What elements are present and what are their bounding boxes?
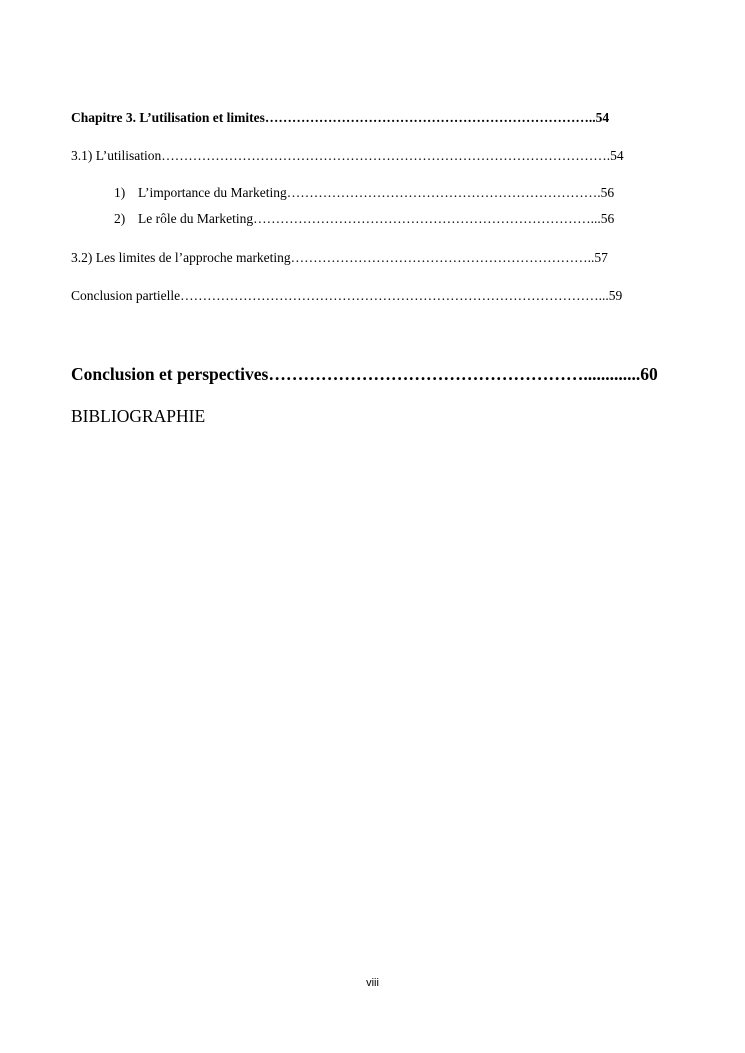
toc-entry-section-3-1: 3.1) L’utilisation……………………………………………………………………………………….54 <box>71 149 624 163</box>
toc-item-2-text: Le rôle du Marketing…………………………………………………………………...56 <box>138 212 615 226</box>
toc-item-1-number: 1) <box>114 186 126 200</box>
toc-entry-conclusion-partielle: Conclusion partielle…………………………………………………………………………………...59 <box>71 289 623 303</box>
toc-entry-item-1 <box>114 186 669 200</box>
page-number: viii <box>366 977 379 989</box>
toc-entry-section-3-2: 3.2) Les limites de l’approche marketing…………………………………………………………..57 <box>71 251 608 265</box>
toc-entry-bibliographie: BIBLIOGRAPHIE <box>71 408 206 426</box>
toc-item-1-text: L’importance du Marketing…………………………………………………………….56 <box>138 186 615 200</box>
toc-item-2-number: 2) <box>114 212 126 226</box>
toc-entry-chapter-3: Chapitre 3. L’utilisation et limites………………………………………………………………..54 <box>71 111 610 125</box>
toc-entry-item-2 <box>114 212 669 226</box>
toc-entry-conclusion-perspectives: Conclusion et perspectives……………………………………………….............60 <box>71 366 658 384</box>
